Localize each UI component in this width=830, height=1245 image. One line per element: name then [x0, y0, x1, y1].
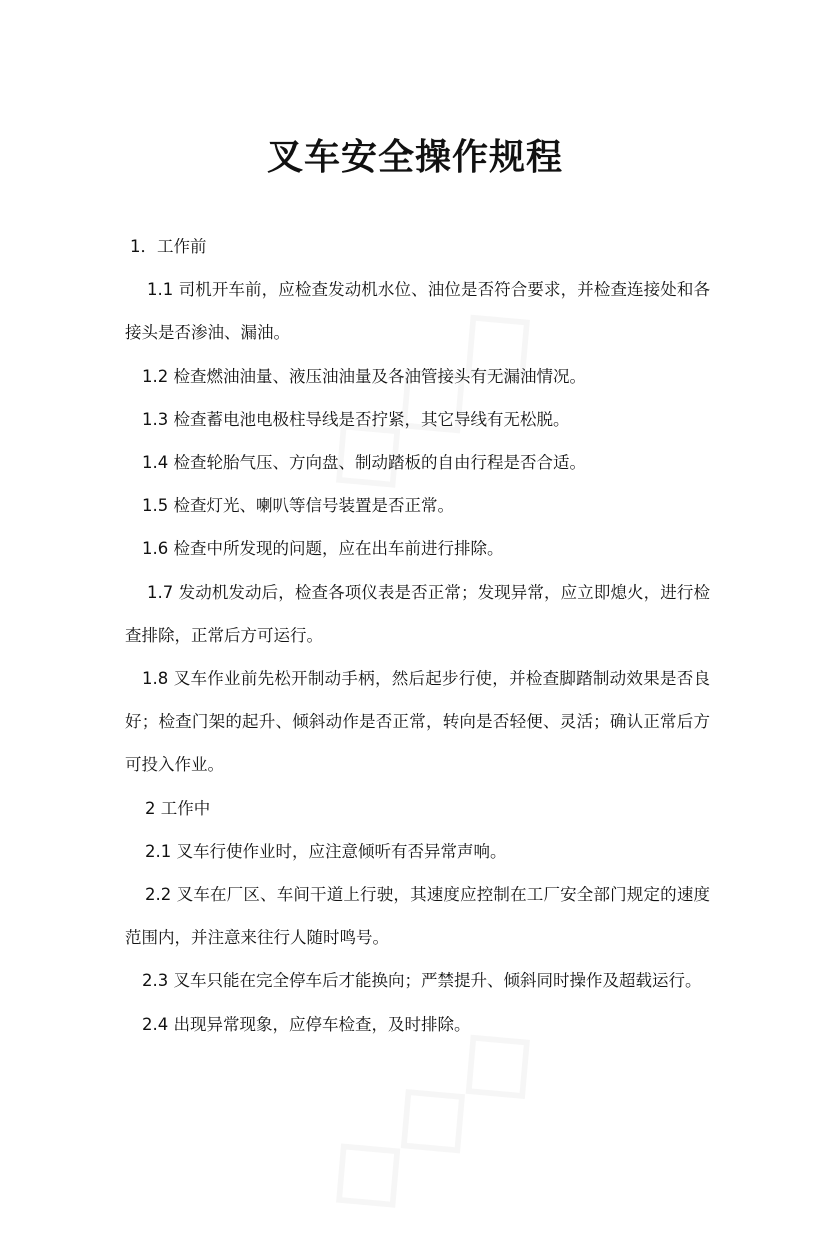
section-heading: 2 工作中 [145, 798, 211, 818]
paragraph: 1.8 叉车作业前先松开制动手柄，然后起步行使，并检查脚踏制动效果是否良好；检查门架的起升、倾斜动作是否正常，转向是否轻便、灵活；确认正常后方可投入作业。 [125, 669, 710, 775]
paragraph: 2.2 叉车在厂区、车间干道上行驶，其速度应控制在工厂安全部门规定的速度范围内，并注意来往行人随时鸣号。 [125, 885, 710, 948]
paragraph: 1.1 司机开车前，应检查发动机水位、油位是否符合要求，并检查连接处和各接头是否渗油、漏油。 [125, 280, 710, 343]
paragraph: 2.3 叉车只能在完全停车后才能换向；严禁提升、倾斜同时操作及超载运行。 [142, 971, 702, 991]
paragraph: 2.1 叉车行使作业时，应注意倾听有否异常声响。 [145, 841, 507, 861]
document-title: 叉车安全操作规程 [266, 137, 563, 178]
document-body [125, 225, 710, 1046]
paragraph: 1.6 检查中所发现的问题，应在出车前进行排除。 [142, 539, 504, 559]
paragraph: 2.4 出现异常现象，应停车检查，及时排除。 [142, 1014, 471, 1034]
paragraph: 1.3 检查蓄电池电极柱导线是否拧紧，其它导线有无松脱。 [142, 409, 570, 429]
section-heading: 1．工作前 [130, 237, 207, 256]
paragraph: 1.7 发动机发动后，检查各项仪表是否正常；发现异常，应立即熄火，进行检查排除，正常后方可运行。 [125, 582, 710, 645]
paragraph: 1.5 检查灯光、喇叭等信号装置是否正常。 [142, 496, 454, 516]
paragraph: 1.2 检查燃油油量、液压油油量及各油管接头有无漏油情况。 [142, 366, 586, 386]
paragraph: 1.4 检查轮胎气压、方向盘、制动踏板的自由行程是否合适。 [142, 453, 586, 473]
